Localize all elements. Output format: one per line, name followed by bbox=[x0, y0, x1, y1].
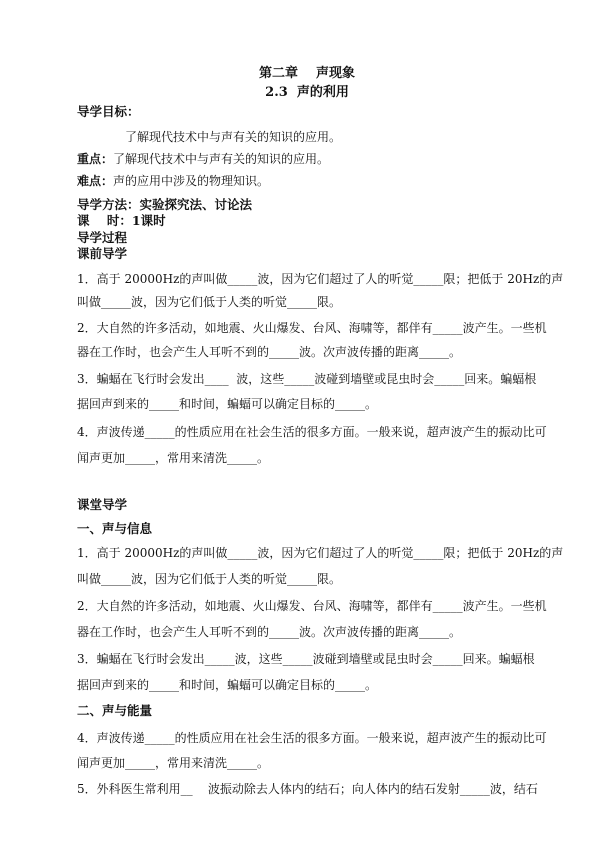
in-class-line: 叫做_____波，因为它们低于人类的听觉_____限。 bbox=[77, 572, 342, 586]
in-class-line: 闻声更加_____，常用来清洗_____。 bbox=[77, 756, 270, 770]
section-heading-info: 一、声与信息 bbox=[77, 521, 153, 536]
pre-line: 器在工作时，也会产生人耳听不到的_____波。次声波传播的距离_____。 bbox=[77, 345, 462, 359]
difficulty-label: 难点： bbox=[77, 174, 114, 188]
pre-line: 据回声到来的_____和时间，蝙蝠可以确定目标的_____。 bbox=[77, 397, 378, 411]
hours-line: 课 时：1课时 bbox=[77, 213, 166, 228]
in-class-line: 5．外科医生常利用__ 波振动除去人体内的结石；向人体内的结石发射_____波，结石 bbox=[77, 782, 538, 796]
in-class-line: 1．高于 20000Hz的声叫做_____波，因为它们超过了人的听觉_____限；把低于 20Hz的声 bbox=[77, 546, 564, 560]
section-title: 2.3 声的利用 bbox=[265, 85, 349, 100]
chapter-title: 第二章 声现象 bbox=[258, 66, 356, 81]
in-class-line: 4．声波传递_____的性质应用在社会生活的很多方面。一般来说，超声波产生的振动比可 bbox=[77, 731, 547, 745]
in-class-line: 据回声到来的_____和时间，蝙蝠可以确定目标的_____。 bbox=[77, 678, 378, 692]
key-point bbox=[77, 151, 329, 167]
key-text: 了解现代技术中与声有关的知识的应用。 bbox=[113, 152, 330, 166]
pre-line: 叫做_____波，因为它们低于人类的听觉_____限。 bbox=[77, 295, 342, 309]
method-line: 导学方法：实验探究法、讨论法 bbox=[77, 197, 253, 212]
pre-line: 1．高于 20000Hz的声叫做_____波，因为它们超过了人的听觉_____限；把低于 20Hz的声 bbox=[77, 272, 564, 286]
in-class-line: 2．大自然的许多活动，如地震、火山爆发、台风、海啸等，都伴有_____波产生。一些机 bbox=[77, 599, 547, 613]
pre-class-heading: 课前导学 bbox=[77, 246, 128, 261]
in-class-heading: 课堂导学 bbox=[77, 497, 128, 512]
pre-line: 闻声更加_____，常用来清洗_____。 bbox=[77, 451, 270, 465]
difficulty-point bbox=[77, 173, 269, 189]
pre-line: 3．蝙蝠在飞行时会发出____ 波，这些_____波碰到墙壁或昆虫时会_____回来。蝙蝠根 bbox=[77, 372, 537, 386]
goal-text: 了解现代技术中与声有关的知识的应用。 bbox=[125, 130, 342, 144]
in-class-line: 器在工作时，也会产生人耳听不到的_____波。次声波传播的距离_____。 bbox=[77, 625, 462, 639]
pre-line: 2．大自然的许多活动，如地震、火山爆发、台风、海啸等，都伴有_____波产生。一些机 bbox=[77, 321, 547, 335]
in-class-line: 3．蝙蝠在飞行时会发出_____波，这些_____波碰到墙壁或昆虫时会_____回来。蝙蝠根 bbox=[77, 652, 535, 666]
pre-line: 4．声波传递_____的性质应用在社会生活的很多方面。一般来说，超声波产生的振动比可 bbox=[77, 425, 547, 439]
goal-heading: 导学目标： bbox=[77, 104, 140, 119]
process-heading: 导学过程 bbox=[77, 230, 128, 245]
section-heading-energy: 二、声与能量 bbox=[77, 703, 153, 718]
key-label: 重点： bbox=[77, 152, 114, 166]
difficulty-text: 声的应用中涉及的物理知识。 bbox=[113, 174, 270, 188]
